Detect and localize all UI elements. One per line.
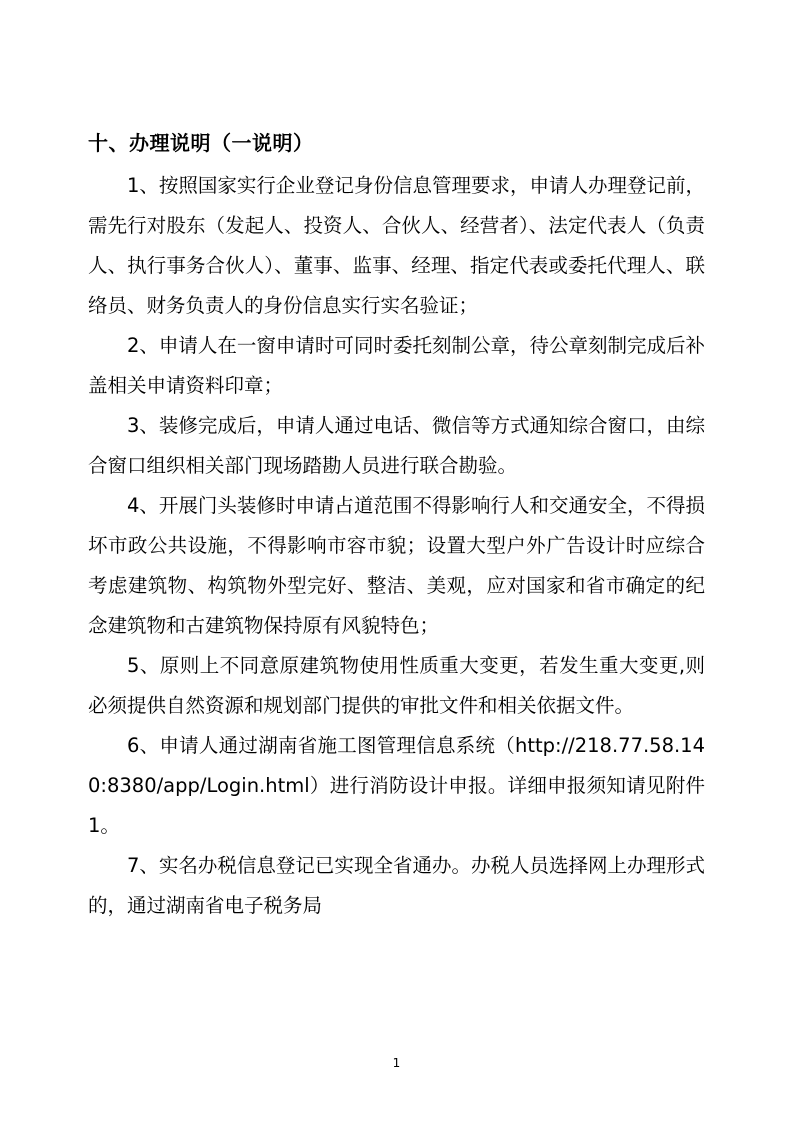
paragraph-2: 2、申请人在一窗申请时可同时委托刻制公章，待公章刻制完成后补盖相关申请资料印章； — [88, 334, 705, 397]
paragraph-4: 4、开展门头装修时申请占道范围不得影响行人和交通安全，不得损坏市政公共设施，不得影响市容市貌；设置大型户外广告设计时应综合考虑建筑物、构筑物外型完好、整洁、美观，应对国家和省市确定的纪念建筑物和古建筑物保持原有风貌特色； — [88, 494, 705, 637]
paragraph-6: 6、申请人通过湖南省施工图管理信息系统（http://218.77.58.140:8380/app/Login.html）进行消防设计申报。详细申报须知请见附件 1。 — [88, 734, 705, 837]
page-title: 十、办理说明（一说明） — [88, 131, 314, 155]
paragraph-7: 7、实名办税信息登记已实现全省通办。办税人员选择网上办理形式的，通过湖南省电子税务局 — [88, 854, 705, 917]
paragraph-1: 1、按照国家实行企业登记身份信息管理要求，申请人办理登记前，需先行对股东（发起人、投资人、合伙人、经营者）、法定代表人（负责人、执行事务合伙人）、董事、监事、经理、指定代表或委托代理人、联络员、财务负责人的身份信息实行实名验证； — [88, 174, 705, 317]
paragraph-3: 3、装修完成后，申请人通过电话、微信等方式通知综合窗口，由综合窗口组织相关部门现场踏勘人员进行联合勘验。 — [88, 414, 705, 477]
paragraph-5: 5、原则上不同意原建筑物使用性质重大变更，若发生重大变更,则必须提供自然资源和规划部门提供的审批文件和相关依据文件。 — [88, 654, 705, 717]
page-number: 1 — [392, 1056, 401, 1070]
